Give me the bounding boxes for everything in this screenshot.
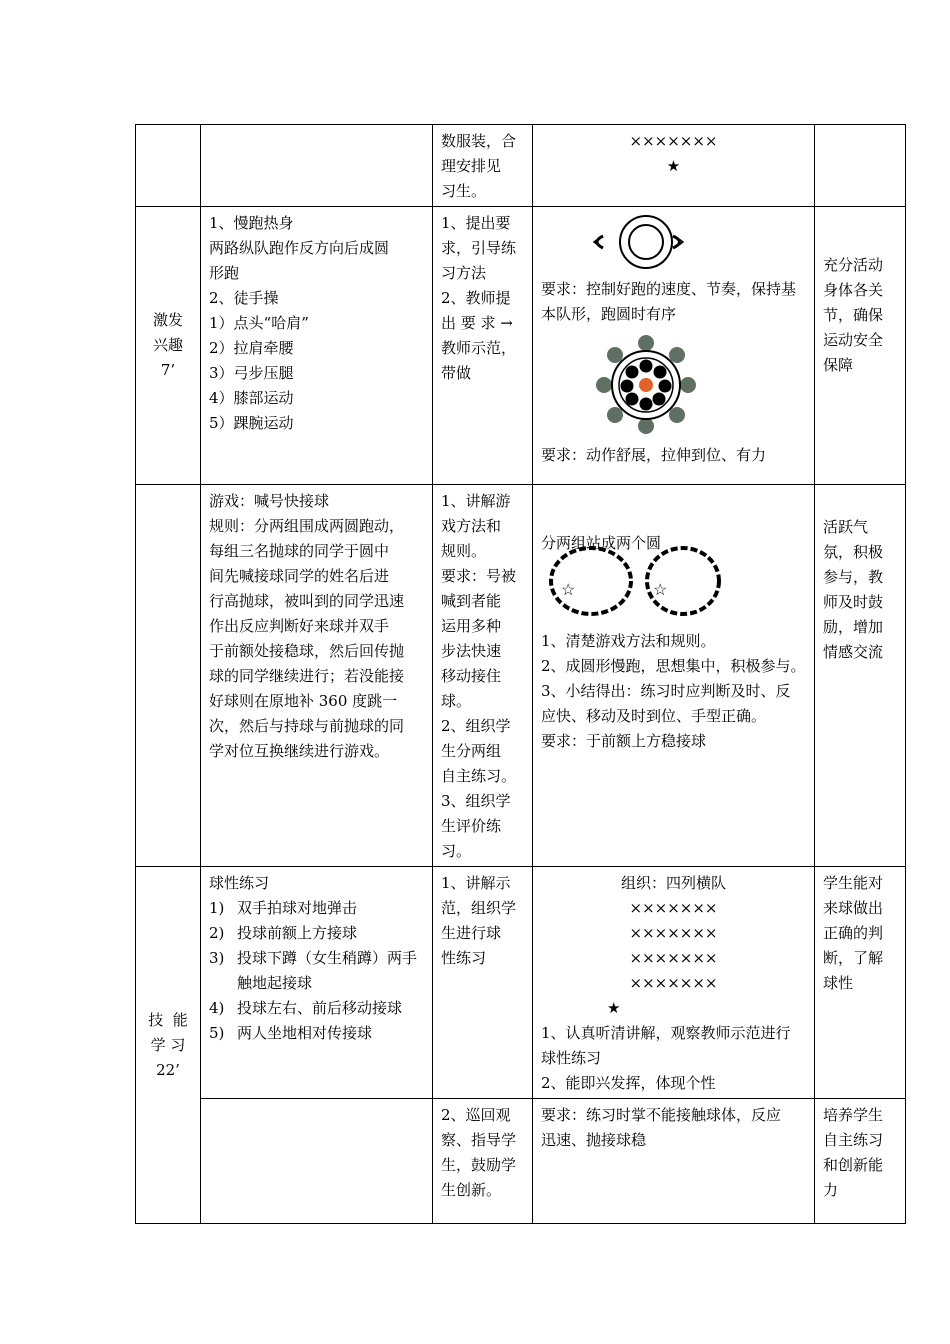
text-line: 1、讲解示	[441, 874, 511, 892]
requirement-text: 要求：练习时掌不能接触球体，反应	[541, 1106, 782, 1124]
text-line: 作出反应判断好来球并双手	[209, 617, 390, 635]
text-line: 游戏：喊号快接球	[209, 492, 330, 510]
text-line: 习方法	[441, 264, 487, 282]
requirement-text: 要求：动作舒展，拉伸到位、有力	[541, 446, 767, 464]
text-line: 形跑	[209, 264, 240, 282]
text-line: 2、教师提	[441, 289, 511, 307]
text-line: 间先喊接球同学的姓名后进	[209, 567, 390, 585]
text-line: 1、讲解游	[441, 492, 511, 510]
lesson-plan-table	[135, 124, 906, 1224]
item-number: 5)	[209, 1024, 225, 1042]
text-line: 活跃气	[823, 518, 869, 536]
text-line: 节，确保	[823, 306, 884, 324]
teacher-cell	[433, 485, 533, 867]
text-line: 规则：分两组围成两圆跑动，	[209, 517, 405, 535]
text-line: 师及时鼓	[823, 593, 884, 611]
text-line: 运用多种	[441, 617, 502, 635]
text-line: 带做	[441, 364, 472, 382]
list-item	[209, 996, 424, 1021]
text-line: 察、指导学	[441, 1131, 517, 1149]
text-line: 教师示范，	[441, 339, 517, 357]
star-icon: ☆	[653, 580, 668, 599]
item-text: 双手拍球对地弹击	[237, 899, 358, 917]
content-cell	[201, 867, 433, 1099]
stage-label: 学 习	[150, 1035, 186, 1054]
organization-cell	[533, 867, 815, 1099]
stage-cell	[136, 125, 201, 207]
text-line: 1、认真听清讲解，观察教师示范进行	[541, 1024, 791, 1042]
text-line: 步法快速	[441, 642, 502, 660]
table-row	[136, 207, 906, 485]
text-line: 3、小结得出：练习时应判断及时、反	[541, 682, 791, 700]
requirement-text: 本队形，跑圆时有序	[541, 305, 677, 323]
stage-time: 22’	[156, 1060, 180, 1079]
text-line: 来球做出	[823, 899, 884, 917]
text-line: 充分活动	[823, 256, 884, 274]
table-row	[136, 125, 906, 207]
running-circle-diagram	[541, 213, 807, 275]
text-line: 2）拉肩牵腰	[209, 339, 294, 357]
table-row	[136, 1099, 906, 1224]
content-cell	[201, 207, 433, 485]
text-line: 球性练习	[541, 1049, 602, 1067]
text-line: 3、组织学	[441, 792, 511, 810]
organization-cell	[533, 1099, 815, 1224]
text-line: 4）膝部运动	[209, 389, 294, 407]
text-line: 参与，教	[823, 568, 884, 586]
text-line: 1、慢跑热身	[209, 214, 294, 232]
text-line: 学对位互换继续进行游戏。	[209, 742, 390, 760]
organization-cell	[533, 207, 815, 485]
purpose-cell	[815, 1099, 906, 1224]
table-row	[136, 867, 906, 1099]
text-line: 1、清楚游戏方法和规则。	[541, 632, 716, 650]
text-line: 力	[823, 1181, 839, 1199]
text-line: 生进行球	[441, 924, 502, 942]
text-line: 学生能对	[823, 874, 884, 892]
text-line: 球。	[441, 692, 472, 710]
text-line: 培养学生	[823, 1106, 884, 1124]
text-line: 2、组织学	[441, 717, 511, 735]
teacher-star-icon: ★	[666, 157, 681, 175]
item-text: 投球左右、前后移动接球	[237, 999, 403, 1017]
content-cell	[201, 125, 433, 207]
stage-cell	[136, 485, 201, 867]
text-line: 运动安全	[823, 331, 884, 349]
organization-cell	[533, 125, 815, 207]
content-cell	[201, 485, 433, 867]
text-line: 3）弓步压腿	[209, 364, 294, 382]
text-line: 2、巡回观	[441, 1106, 511, 1124]
teacher-star-icon: ★	[607, 999, 621, 1017]
text-line: 生，鼓励学	[441, 1156, 517, 1174]
list-item	[209, 921, 424, 946]
stage-time: 7’	[160, 361, 176, 379]
requirement-text: 要求：于前额上方稳接球	[541, 732, 707, 750]
text-line: 正确的判	[823, 924, 884, 942]
list-item	[209, 946, 424, 996]
purpose-cell	[815, 207, 906, 485]
text-line: 数服装，合	[441, 132, 517, 150]
formation-row: ×××××××	[629, 974, 718, 992]
item-number: 1)	[209, 899, 225, 917]
section-title: 球性练习	[209, 874, 270, 892]
list-item	[209, 1021, 424, 1046]
stage-label: 激发	[152, 311, 183, 329]
stage-cell	[136, 207, 201, 485]
text-line: 理安排见	[441, 157, 502, 175]
purpose-cell	[815, 125, 906, 207]
text-line: 球的同学继续进行；若没能接	[209, 667, 405, 685]
text-line: 要求：号被	[441, 567, 517, 585]
text-line: 性练习	[441, 949, 487, 967]
stage-cell	[136, 867, 201, 1224]
teacher-cell	[433, 207, 533, 485]
text-line: 自主练习。	[441, 767, 517, 785]
text-line: 习生。	[441, 182, 487, 200]
text-line: 和创新能	[823, 1156, 884, 1174]
stage-label: 技 能	[148, 1010, 188, 1029]
text-line: 氛，积极	[823, 543, 884, 561]
formation-row: ×××××××	[629, 899, 718, 917]
figure-label: 分两组站成两个圆	[541, 534, 662, 552]
item-number: 4)	[209, 999, 225, 1017]
teacher-cell	[433, 1099, 533, 1224]
list-item	[209, 896, 424, 921]
purpose-cell	[815, 485, 906, 867]
text-line: 于前额处接稳球，然后回传抛	[209, 642, 405, 660]
purpose-cell	[815, 867, 906, 1099]
text-line: 求，引导练	[441, 239, 517, 257]
table-row	[136, 485, 906, 867]
item-text: 两人坐地相对传接球	[237, 1024, 373, 1042]
formation-row: ×××××××	[629, 132, 718, 150]
text-line: 每组三名抛球的同学于圆中	[209, 542, 390, 560]
text-line: 习。	[441, 842, 472, 860]
two-circles-figure	[541, 535, 806, 619]
requirement-text: 迅速、抛接球稳	[541, 1131, 647, 1149]
teacher-cell	[433, 125, 533, 207]
text-line: 5）踝腕运动	[209, 414, 294, 432]
item-text: 投球前额上方接球	[237, 924, 358, 942]
organization-title: 组织：四列横队	[620, 874, 726, 892]
teacher-cell	[433, 867, 533, 1099]
text-line: 移动接住	[441, 667, 502, 685]
text-line: 规则。	[441, 542, 487, 560]
text-line: 应快、移动及时到位、手型正确。	[541, 707, 767, 725]
text-line: 身体各关	[823, 281, 884, 299]
text-line: 保障	[823, 356, 854, 374]
text-line: 2、能即兴发挥，体现个性	[541, 1074, 716, 1092]
item-text: 投球下蹲（女生稍蹲）两手触地起接球	[237, 949, 418, 992]
text-line: 两路纵队跑作反方向后成圆	[209, 239, 390, 257]
organization-cell	[533, 485, 815, 867]
text-line: 范，组织学	[441, 899, 517, 917]
text-line: 2、徒手操	[209, 289, 279, 307]
text-line: 2、成圆形慢跑，思想集中，积极参与。	[541, 657, 806, 675]
text-line: 1、提出要	[441, 214, 511, 232]
text-line: 情感交流	[823, 643, 884, 661]
requirement-text: 要求：控制好跑的速度、节奏，保持基	[541, 280, 797, 298]
text-line: 喊到者能	[441, 592, 502, 610]
item-number: 2)	[209, 924, 225, 942]
text-line: 行高抛球，被叫到的同学迅速	[209, 592, 405, 610]
text-line: 次，然后与持球与前抛球的同	[209, 717, 405, 735]
text-line: 生创新。	[441, 1181, 502, 1199]
text-line: 好球则在原地补 360 度跳一	[209, 692, 398, 710]
content-cell	[201, 1099, 433, 1224]
text-line: 断，了解	[823, 949, 884, 967]
text-line: 生分两组	[441, 742, 502, 760]
text-line: 自主练习	[823, 1131, 884, 1149]
circle-formation-diagram	[541, 335, 807, 435]
formation-row: ×××××××	[629, 949, 718, 967]
text-line: 励，增加	[823, 618, 884, 636]
stage-label: 兴趣	[152, 336, 183, 354]
text-line: 球性	[823, 974, 854, 992]
star-icon: ☆	[561, 580, 576, 599]
text-line: 生评价练	[441, 817, 502, 835]
text-line: 出 要 求 →	[441, 314, 513, 332]
text-line: 1）点头“哈肩”	[209, 314, 309, 332]
text-line: 戏方法和	[441, 517, 502, 535]
formation-row: ×××××××	[629, 924, 718, 942]
item-number: 3)	[209, 949, 225, 967]
